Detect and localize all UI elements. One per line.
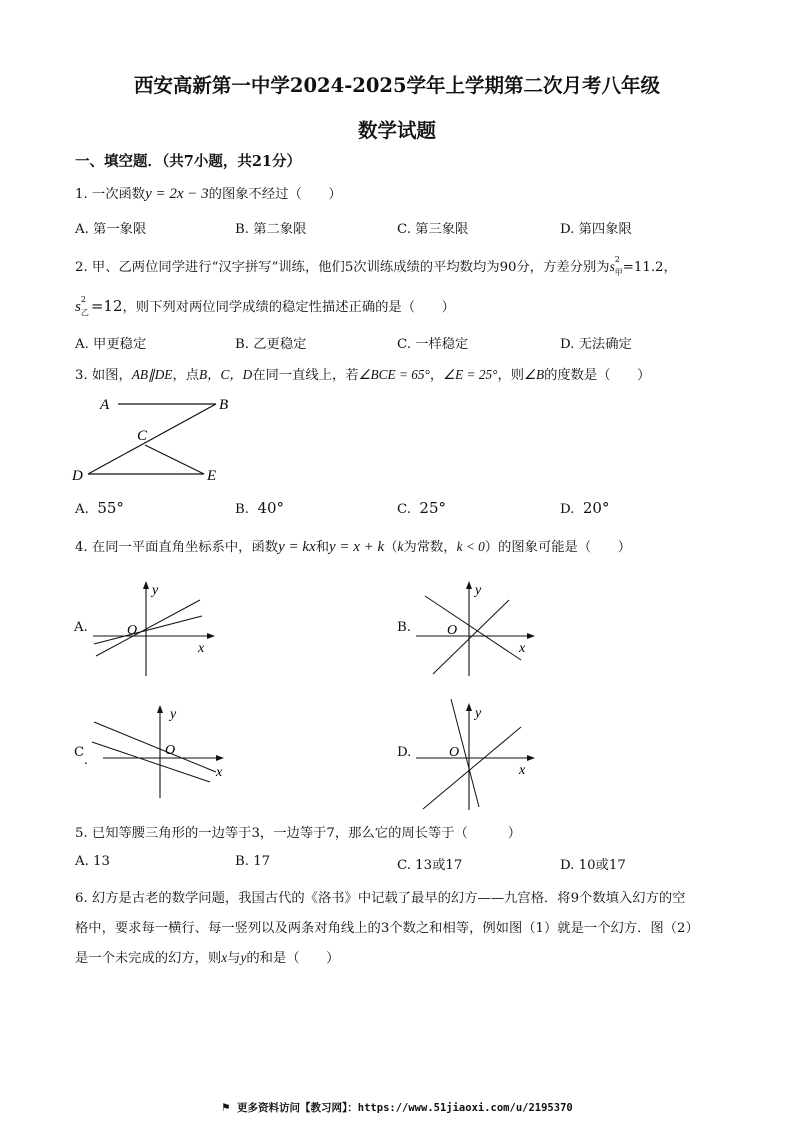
flag-icon: ⚑ <box>221 1102 231 1114</box>
q4-b-origin: O <box>447 623 458 638</box>
q6-x: x <box>221 950 228 965</box>
q2-line2: ，则下列对两位同学成绩的稳定性描述正确的是（ ） <box>122 300 455 315</box>
q4-f1: y = kx <box>278 539 316 555</box>
q3-text-f: 的度数是（ ） <box>544 368 651 383</box>
q3-option-b-value: 40° <box>257 499 285 517</box>
q4-graph-c-label[interactable] <box>74 745 88 768</box>
footer <box>0 1100 794 1115</box>
q4-b-axis-x: x <box>519 641 526 656</box>
q5-option-b[interactable]: B. 17 <box>235 854 271 869</box>
q4-c-origin: O <box>165 743 176 758</box>
q4-text-c: （ <box>384 540 398 555</box>
q3-option-d-letter: D. <box>560 502 575 517</box>
q1-option-d[interactable]: D. 第四象限 <box>560 222 632 237</box>
q2-s-jia: s <box>609 259 615 274</box>
q4-text-a: 4. 在同一平面直角坐标系中，函数 <box>75 540 279 555</box>
q1-option-c[interactable]: C. 第三象限 <box>397 222 469 237</box>
q4-d-axis-y: y <box>475 706 482 721</box>
question-2-line-2 <box>75 296 455 316</box>
q4-graph-c-dot: . <box>83 753 88 768</box>
q4-graph-d-label[interactable]: D. <box>397 745 412 760</box>
q2-sup-jia: 2 <box>614 255 620 264</box>
q4-a-axis-y: y <box>152 583 159 598</box>
q2-s-yi: s <box>75 299 81 315</box>
q4-text-e: ）的图象可能是（ ） <box>484 540 632 555</box>
q3-option-d-value: 20° <box>582 499 610 517</box>
q2-line1: 2. 甲、乙两位同学进行“汉字拼写”训练，他们5次训练成绩的平均数均为90分，方差分别为 <box>75 260 610 275</box>
q4-b-axis-y: y <box>475 583 482 598</box>
question-5: 5. 已知等腰三角形的一边等于3，一边等于7，那么它的周长等于（ ） <box>75 826 522 841</box>
question-6-line-1: 6. 幻方是古老的数学问题，我国古代的《洛书》中记载了最早的幻方——九宫格．将9个数填入幻方的空 <box>75 891 686 906</box>
q3-label-a: A <box>100 397 110 413</box>
q3-angle-e: ∠E = 25° <box>443 367 498 382</box>
question-6-line-2: 格中，要求每一横行、每一竖列以及两条对角线上的3个数之和相等，例如图（1）就是一个幻方．图（2） <box>75 921 699 936</box>
q4-graph-a[interactable] <box>90 578 225 678</box>
question-3 <box>75 364 650 383</box>
q2-sup-yi: 2 <box>80 295 86 304</box>
q2-option-d[interactable]: D. 无法确定 <box>560 337 632 352</box>
q3-option-b-letter: B. <box>235 502 249 517</box>
q3-option-a-letter: A. <box>75 502 89 517</box>
question-4 <box>75 536 631 556</box>
page-title: 西安高新第一中学2024-2025学年上学期第二次月考八年级 <box>133 74 661 97</box>
q3-option-b[interactable] <box>235 499 284 517</box>
q6-y: y <box>240 950 247 965</box>
q5-option-a[interactable]: A. 13 <box>75 854 110 869</box>
q3-label-c: C <box>137 428 148 444</box>
q4-graph-c[interactable] <box>88 700 233 800</box>
q4-graph-a-label[interactable]: A. <box>74 620 88 635</box>
section-heading: 一、填空题．（共7小题，共21分） <box>75 153 302 170</box>
q4-graph-b[interactable] <box>413 578 548 678</box>
q3-figure <box>70 392 240 487</box>
q4-graph-b-label[interactable]: B. <box>397 620 411 635</box>
q2-option-a[interactable]: A. 甲更稳定 <box>75 337 147 352</box>
q3-option-c[interactable] <box>397 499 446 517</box>
question-1 <box>75 183 342 203</box>
q3-option-a[interactable] <box>75 499 124 517</box>
q4-text-d: 为常数， <box>403 540 457 555</box>
q1-prefix: 1. 一次函数 <box>75 187 146 202</box>
q2-option-c[interactable]: C. 一样稳定 <box>397 337 469 352</box>
q1-option-b[interactable]: B. 第二象限 <box>235 222 307 237</box>
q3-angle-b: ∠B <box>524 367 545 382</box>
q3-label-e: E <box>207 468 217 484</box>
q3-text-a: 3. 如图， <box>75 368 132 383</box>
q6-line3-c: 的和是（ ） <box>246 951 340 966</box>
q4-text-b: 和 <box>315 540 329 555</box>
q2-sub-yi: 乙 <box>80 308 89 317</box>
q1-formula: y = 2x − 3 <box>145 186 209 202</box>
q2-yi-value: =12 <box>90 297 123 315</box>
question-6-line-3 <box>75 947 339 966</box>
q3-points: B，C，D <box>199 367 253 382</box>
q1-suffix: 的图象不经过（ ） <box>208 187 342 202</box>
q3-angle-bce: ∠BCE = 65° <box>358 367 430 382</box>
q4-c-axis-x: x <box>216 765 223 780</box>
q5-option-c[interactable]: C. 13或17 <box>397 858 463 873</box>
q4-graph-d[interactable] <box>413 695 548 813</box>
q2-sub-jia: 甲 <box>614 268 623 277</box>
q4-a-axis-x: x <box>198 641 205 656</box>
q3-option-c-letter: C. <box>397 502 411 517</box>
q4-graph-c-letter: C <box>74 745 84 760</box>
page-subtitle: 数学试题 <box>357 119 436 142</box>
q3-option-a-value: 55° <box>97 499 124 517</box>
q4-d-axis-x: x <box>519 763 526 778</box>
q4-f2: y = x + k <box>328 539 385 555</box>
q3-parallel: AB∥DE <box>131 367 173 382</box>
q5-option-d[interactable]: D. 10或17 <box>560 858 626 873</box>
q3-option-c-value: 25° <box>419 499 446 517</box>
q3-label-b: B <box>219 397 229 413</box>
q3-option-d[interactable] <box>560 499 609 517</box>
q3-text-e: ，则 <box>497 368 525 383</box>
q6-line3-a: 是一个未完成的幻方，则 <box>75 951 222 966</box>
q3-text-d: ， <box>429 368 444 383</box>
question-2-line-1 <box>75 256 677 275</box>
q2-option-b[interactable]: B. 乙更稳定 <box>235 337 307 352</box>
q4-c-axis-y: y <box>170 707 177 722</box>
q4-k: k <box>397 539 404 554</box>
q1-option-a[interactable]: A. 第一象限 <box>75 222 147 237</box>
q4-a-origin: O <box>127 623 138 638</box>
q3-text-b: ，点 <box>172 368 200 383</box>
q3-label-d: D <box>72 468 83 484</box>
q2-jia-value: =11.2， <box>622 260 677 275</box>
footer-link[interactable]: 更多资料访问【教习网】：https://www.51jiaoxi.com/u/2195370 <box>237 1102 573 1114</box>
q6-line3-b: 与 <box>227 951 241 966</box>
q3-text-c: 在同一直线上，若 <box>252 368 359 383</box>
q4-d-origin: O <box>449 745 460 760</box>
q4-cond: k < 0 <box>456 539 485 554</box>
